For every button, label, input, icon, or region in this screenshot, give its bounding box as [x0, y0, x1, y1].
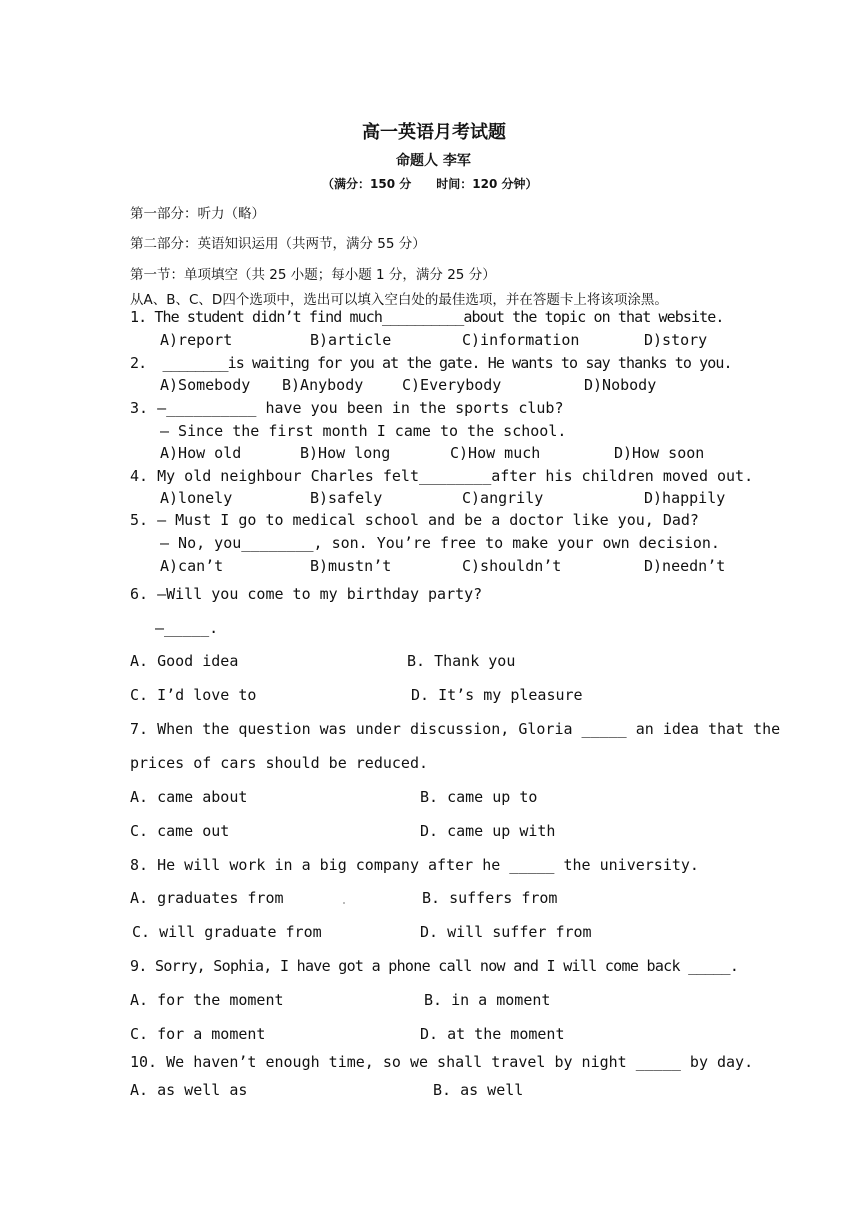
question-7-stem-continued: prices of cars should be reduced. [130, 754, 429, 772]
question-4-option-a: A)lonely [160, 489, 233, 507]
question-5-option-a: A)can’t [160, 557, 224, 575]
question-5-option-b: B)mustn’t [310, 557, 392, 575]
question-7-stem: 7. When the question was under discussion, Gloria _____ an idea that the [130, 720, 781, 738]
question-9-option-a: A. for the moment [130, 991, 284, 1009]
question-8-option-d: D. will suffer from [420, 923, 592, 941]
question-7-option-c: C. came out [130, 822, 230, 840]
question-10-option-a: A. as well as [130, 1081, 248, 1099]
part2-heading: 第二部分：英语知识运用（共两节，满分 55 分） [130, 236, 426, 252]
question-2-option-b: B)Anybody [282, 376, 364, 394]
question-2-option-d: D)Nobody [584, 376, 657, 394]
question-5-stem: 5. — Must I go to medical school and be a doctor like you, Dad? [130, 511, 699, 529]
page-title: 高一英语月考试题 [362, 122, 506, 143]
question-2-stem: 2. ________is waiting for you at the gate. He wants to say thanks to you. [130, 354, 732, 372]
question-1-option-d: D)story [644, 331, 708, 349]
question-6-stem: 6. —Will you come to my birthday party? [130, 585, 483, 603]
question-3-stem: 3. —__________ have you been in the sports club? [130, 399, 564, 417]
question-9-option-d: D. at the moment [420, 1025, 565, 1043]
question-4-stem: 4. My old neighbour Charles felt________after his children moved out. [130, 467, 754, 485]
question-3-answer-line: — Since the first month I came to the school. [160, 422, 567, 440]
question-6-option-b: B. Thank you [407, 652, 516, 670]
scan-speck [343, 902, 345, 904]
question-1-stem: 1. The student didn’t find much__________about the topic on that website. [130, 308, 724, 326]
question-3-option-d: D)How soon [614, 444, 705, 462]
question-3-option-c: C)How much [450, 444, 541, 462]
question-8-option-c: C. will graduate from [132, 923, 322, 941]
section1-heading: 第一节：单项填空（共 25 小题；每小题 1 分，满分 25 分） [130, 267, 496, 283]
question-10-option-b: B. as well [433, 1081, 524, 1099]
question-8-option-b: B. suffers from [422, 889, 558, 907]
question-8-stem: 8. He will work in a big company after he _____ the university. [130, 856, 699, 874]
question-6-option-d: D. It’s my pleasure [411, 686, 583, 704]
question-5-answer-line: — No, you________, son. You’re free to make your own decision. [160, 534, 720, 552]
part1-heading: 第一部分：听力（略） [130, 206, 265, 222]
question-3-option-a: A)How old [160, 444, 242, 462]
question-9-option-c: C. for a moment [130, 1025, 266, 1043]
question-4-option-d: D)happily [644, 489, 726, 507]
score-time-line: （满分：150 分 时间：120 分钟） [322, 177, 538, 191]
question-8-option-a: A. graduates from [130, 889, 284, 907]
question-4-option-b: B)safely [310, 489, 383, 507]
question-9-option-b: B. in a moment [424, 991, 551, 1009]
question-7-option-a: A. came about [130, 788, 248, 806]
question-4-option-c: C)angrily [462, 489, 544, 507]
question-1-option-a: A)report [160, 331, 233, 349]
author-line: 命题人 李军 [396, 153, 471, 169]
question-1-option-b: B)article [310, 331, 392, 349]
instruction-text: 从A、B、C、D四个选项中，选出可以填入空白处的最佳选项，并在答题卡上将该项涂黑。 [130, 292, 668, 308]
question-6-answer-line: —_____. [155, 619, 219, 637]
question-6-option-c: C. I’d love to [130, 686, 257, 704]
question-7-option-b: B. came up to [420, 788, 538, 806]
question-1-option-c: C)information [462, 331, 580, 349]
question-5-option-c: C)shouldn’t [462, 557, 562, 575]
question-9-stem: 9. Sorry, Sophia, I have got a phone call now and I will come back _____. [130, 957, 739, 975]
question-10-stem: 10. We haven’t enough time, so we shall travel by night _____ by day. [130, 1053, 754, 1071]
question-6-option-a: A. Good idea [130, 652, 239, 670]
question-5-option-d: D)needn’t [644, 557, 726, 575]
question-3-option-b: B)How long [300, 444, 391, 462]
question-2-option-a: A)Somebody [160, 376, 251, 394]
question-7-option-d: D. came up with [420, 822, 556, 840]
question-2-option-c: C)Everybody [402, 376, 502, 394]
